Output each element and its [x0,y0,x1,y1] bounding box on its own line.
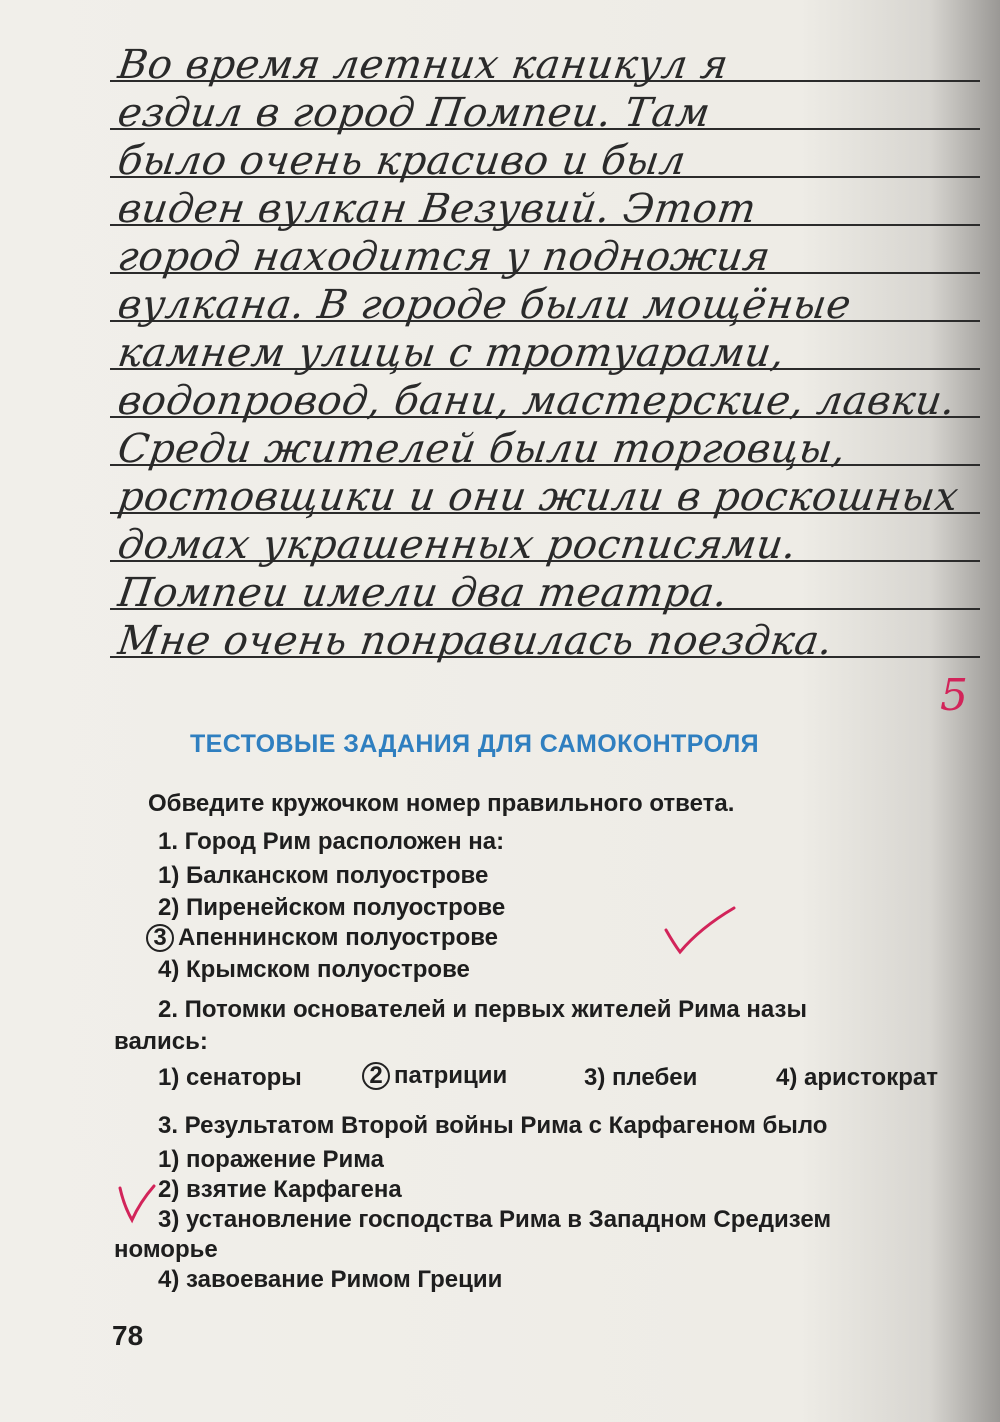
grade-mark: 5 [940,670,968,721]
circled-answer-number: 3 [146,924,174,952]
q3-option-1: 1) поражение Рима [158,1146,385,1173]
q3-option-2: 2) взятие Карфагена [158,1176,402,1203]
question-2-line-1: 2. Потомки основателей и первых жителей Рима назы [158,996,807,1023]
handwritten-line: Помпеи имели два театра. [115,570,731,616]
q3-option-3: 3) установление господства Рима в Западном Средизем [158,1206,832,1233]
q2-option-2-text: патриции [394,1062,508,1089]
handwritten-line: водопровод, бани, мастерские, лавки. [115,378,959,424]
question-1: 1. Город Рим расположен на: [158,828,505,855]
instruction-text: Обведите кружочком номер правильного ответа. [148,790,735,817]
handwritten-line: камнем улицы с тротуарами, [115,330,788,376]
q3-option-3-continued: номорье [114,1236,218,1263]
handwritten-line: Среди жителей были торговцы, [115,426,849,472]
question-3: 3. Результатом Второй войны Рима с Карфагеном было [158,1112,828,1139]
q1-option-3 [146,924,498,952]
teacher-check-icon [660,900,740,960]
page-number: 78 [112,1320,144,1351]
circled-answer-number: 2 [362,1062,390,1090]
q2-option-2 [362,1062,507,1090]
handwritten-line: виден вулкан Везувий. Этот [115,186,760,232]
teacher-check-icon [112,1180,162,1230]
q1-option-3-text: Апеннинском полуострове [178,924,499,951]
handwritten-line: Во время летних каникул я [115,42,732,88]
q1-option-4: 4) Крымском полуострове [158,956,470,983]
q2-option-1: 1) сенаторы [158,1064,302,1091]
section-title: ТЕСТОВЫЕ ЗАДАНИЯ ДЛЯ САМОКОНТРОЛЯ [190,730,759,758]
q1-option-2: 2) Пиренейском полуострове [158,894,506,921]
question-2-line-2: вались: [114,1028,208,1055]
handwritten-line: было очень красиво и был [115,138,689,184]
handwritten-line: ездил в город Помпеи. Там [115,90,714,136]
q2-option-3: 3) плебеи [584,1064,698,1091]
handwritten-line: город находится у подножия [115,234,774,280]
handwritten-line: ростовщики и они жили в роскошных [115,474,962,520]
q1-option-1: 1) Балканском полуострове [158,862,489,889]
q2-option-4: 4) аристократ [776,1064,938,1091]
handwritten-line: Мне очень понравилась поездка. [115,618,836,664]
handwritten-line: домах украшенных росписями. [115,522,800,568]
q3-option-4: 4) завоевание Римом Греции [158,1266,503,1293]
handwritten-line: вулкана. В городе были мощёные [115,282,855,328]
